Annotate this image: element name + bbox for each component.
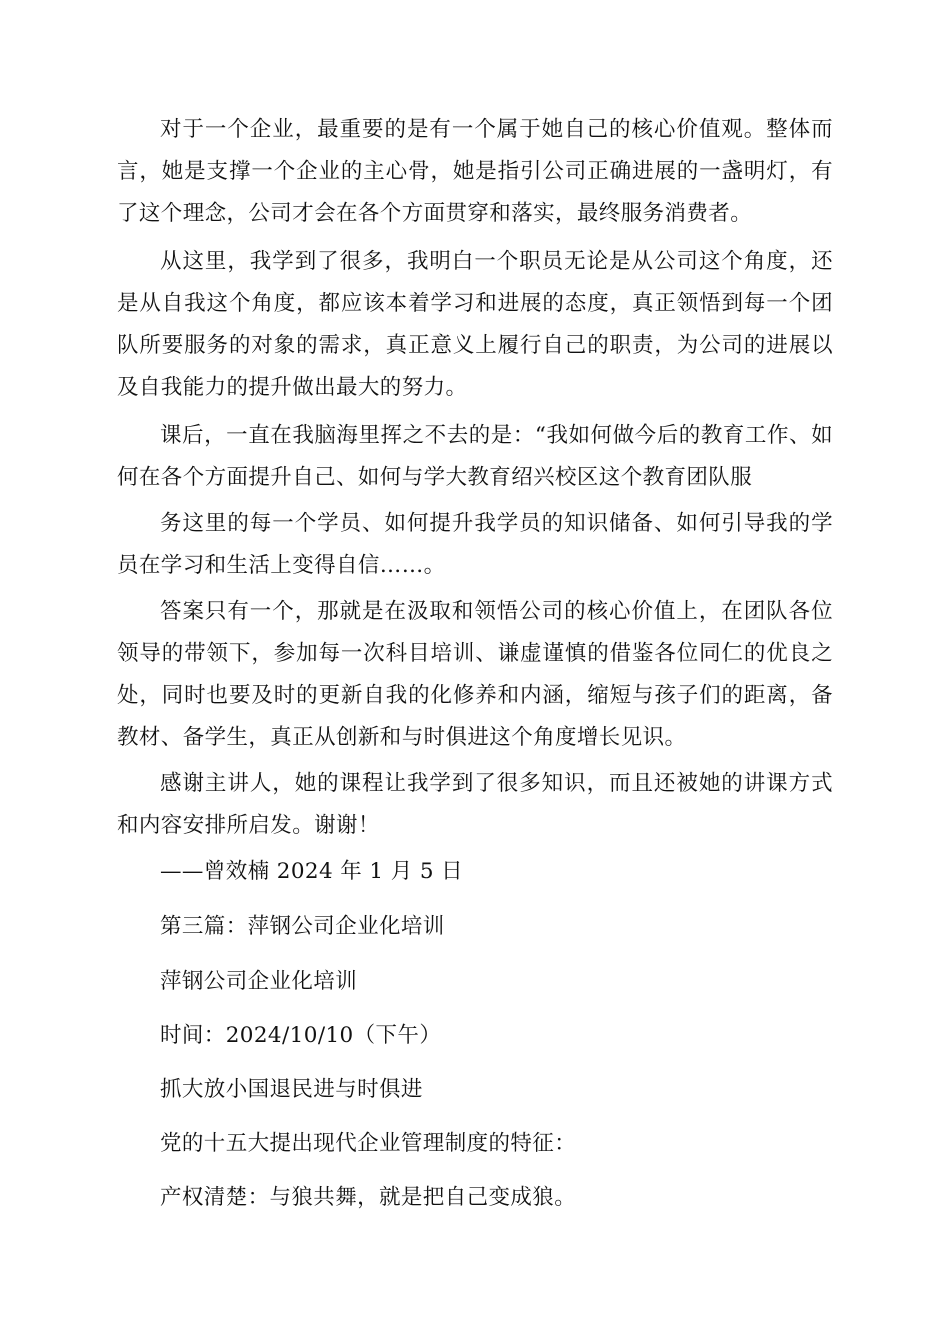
section-heading: 第三篇：萍钢公司企业化培训 bbox=[160, 914, 445, 939]
paragraph-answer: 答案只有一个，那就是在汲取和领悟公司的核心价值上，在团队各位领导的带领下，参加每一次科目培训、谦虚谨慎的借鉴各位同仁的优良之处，同时也要及时的更新自我的化修养和内涵，缩短与孩子们的距离，备教材、备学生，真正从创新和与时俱进这个角度增长见识。 bbox=[117, 599, 833, 750]
training-title: 萍钢公司企业化培训 bbox=[160, 969, 358, 994]
features-intro: 党的十五大提出现代企业管理制度的特征： bbox=[160, 1131, 577, 1156]
paragraph-learning: 从这里，我学到了很多，我明白一个职员无论是从公司这个角度，还是从自我这个角度，都应该本着学习和进展的态度，真正领悟到每一个团队所要服务的对象的需求，真正意义上履行自己的职责，为公司的进展以及自我能力的提升做出最大的努力。 bbox=[117, 249, 833, 400]
slogan-line: 抓大放小国退民进与时俱进 bbox=[160, 1077, 423, 1102]
training-time: 时间：2024/10/10（下午） bbox=[160, 1023, 442, 1048]
paragraph-core-values: 对于一个企业，最重要的是有一个属于她自己的核心价值观。整体而言，她是支撑一个企业的主心骨，她是指引公司正确进展的一盏明灯，有了这个理念，公司才会在各个方面贯穿和落实，最终服务消费者。 bbox=[117, 117, 833, 226]
signature-line: ——曾效楠 2024 年 1 月 5 日 bbox=[160, 859, 464, 884]
paragraph-after-class: 课后，一直在我脑海里挥之不去的是：“我如何做今后的教育工作、如何在各个方面提升自己、如何与学大教育绍兴校区这个教育团队服 bbox=[117, 423, 833, 490]
paragraph-students: 务这里的每一个学员、如何提升我学员的知识储备、如何引导我的学员在学习和生活上变得自信……。 bbox=[117, 511, 833, 578]
property-rights-line: 产权清楚：与狼共舞，就是把自己变成狼。 bbox=[160, 1185, 577, 1210]
paragraph-thanks: 感谢主讲人，她的课程让我学到了很多知识，而且还被她的讲课方式和内容安排所启发。谢谢！ bbox=[117, 771, 833, 838]
